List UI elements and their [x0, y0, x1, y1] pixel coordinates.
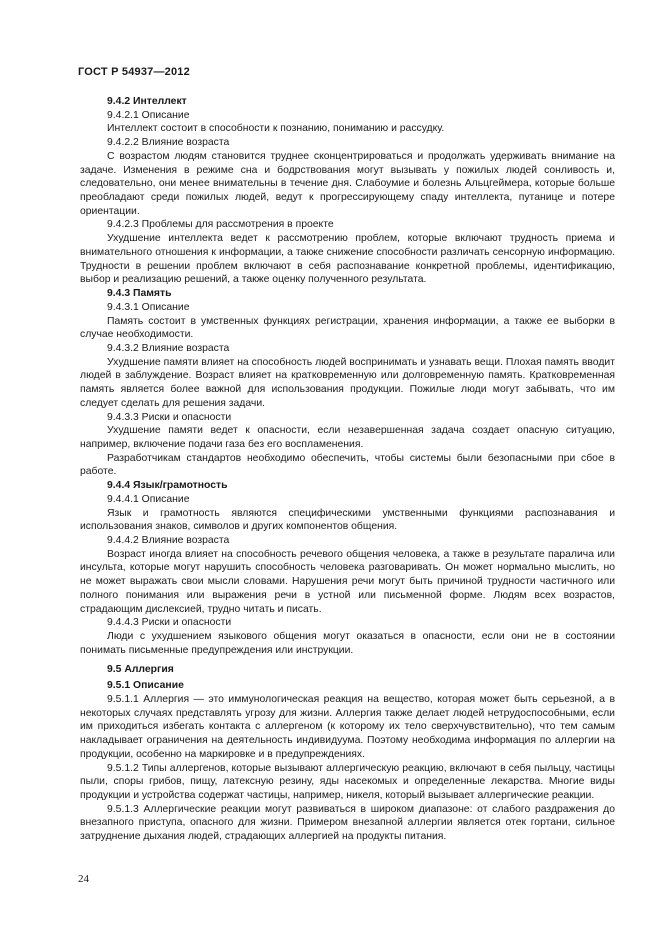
body-paragraph: Язык и грамотность являются специфическими умственными функциями распознавания и использования знаков, символов и других компонентов общения. [80, 507, 615, 533]
section-heading: 9.5 Аллергия [107, 664, 174, 676]
body-paragraph: Люди с ухудшением языкового общения могут оказаться в опасности, если они не в состоянии понимать письменные предупреждения или инструкции. [80, 631, 615, 656]
body-paragraph: Разработчикам стандартов необходимо обеспечить, чтобы системы были безопасными при сбое в работе. [80, 452, 615, 478]
section-heading: 9.4.3.2 Влияние возраста [107, 342, 230, 354]
section-heading: 9.4.3.1 Описание [107, 301, 190, 313]
body-paragraph: Ухудшение памяти влияет на способность людей воспринимать и узнавать вещи. Плохая память вводит людей в заблуждение. Возраст влияет на кратковременную или долговременную память. Кратковременная память является более важной для использования продукции. Пожилые люди могут забывать, что им следует сделать для решения задачи. [80, 356, 615, 409]
body-paragraph: 9.5.1.3 Аллергические реакции могут развиваться в широком диапазоне: от слабого раздражения до внезапного приступа, опасного для жизни. Примером внезапной аллергии является отек гортани, сильное затруднение дыхания людей, страдающих аллергией на продукты питания. [80, 803, 615, 843]
section-heading: 9.4.4.3 Риски и опасности [107, 617, 232, 629]
section-heading: 9.4.2.3 Проблемы для рассмотрения в проекте [107, 219, 334, 231]
section-heading: 9.4.2.1 Описание [107, 109, 190, 121]
body-paragraph: Ухудшение интеллекта ведет к рассмотрению проблем, которые включают трудность приема и внимательного отношения к информации, а также снижение способности различать сенсорную информацию. Трудности в решении проблем включают в себя распознавание конкретной проблемы, идентификацию, выбор и реализацию решений, а также оценку полученного результата. [80, 233, 615, 286]
body-paragraph: 9.5.1.2 Типы аллергенов, которые вызывают аллергическую реакцию, включают в себя пыльцу, частицы пыли, споры грибов, пищу, латексную резину, яды насекомых и определенные лекарства. Многие виды продукции и устройства содержат частицы, например, никеля, который вызывает аллергические реакции. [80, 762, 615, 801]
section-heading: 9.4.4.2 Влияние возраста [107, 535, 230, 546]
document-body [80, 95, 615, 844]
body-paragraph: Интеллект состоит в способности к познанию, пониманию и рассудку. [107, 123, 445, 135]
section-heading: 9.4.2.2 Влияние возраста [107, 137, 230, 149]
section-heading: 9.4.4 Язык/грамотность [107, 480, 228, 492]
body-paragraph: Ухудшение памяти ведет к опасности, если незавершенная задача создает опасную ситуацию, например, включение подачи газа без его воспламенения. [80, 425, 615, 450]
body-paragraph: Память состоит в умственных функциях регистрации, хранения информации, а также ее выборки в случае необходимости. [80, 315, 615, 341]
section-heading: 9.4.4.1 Описание [107, 493, 190, 505]
body-paragraph: Возраст иногда влияет на способность речевого общения человека, а также в результате паралича или инсульта, которые могут нарушить способность человека разговаривать. Он может нормально мыслить, но не может выражать свои мысли словами. Нарушения речи могут быть причиной трудности частичного или полного понимания или выражения речи в устной или письменной форме. Людям всех возрастов, страдающим дислексией, трудно читать и писать. [80, 548, 615, 615]
body-paragraph: 9.5.1.1 Аллергия — это иммунологическая реакция на вещество, которая может быть серьезной, а в некоторых случаях представлять угрозу для жизни. Аллергия также делает людей нетрудоспособными, если им приходиться избегать контакта с аллергеном (к которому их тело сверхчувствительно), что тем самым накладывает ограничения на деятельность индивидуума. Поэтому необходима информация по аллергии на продукции, особенно на маркировке и в предупреждениях. [80, 693, 615, 760]
document-header: ГОСТ Р 54937—2012 [78, 66, 190, 78]
body-paragraph: С возрастом людям становится труднее сконцентрироваться и продолжать удерживать внимание на задаче. Изменения в режиме сна и бодрствования могут вызывать у пожилых людей сонливость и, следовательно, они менее внимательны в течение дня. Слабоумие и болезнь Альцгеймера, которые больше преобладают среди пожилых людей, ведут к прогрессирующему спаду интеллекта, путанице и потере ориентации. [80, 150, 615, 217]
page-number: 24 [78, 873, 89, 885]
section-heading: 9.5.1 Описание [107, 680, 184, 692]
section-heading: 9.4.3 Память [107, 288, 172, 300]
section-heading: 9.4.2 Интеллект [107, 96, 187, 107]
section-heading: 9.4.3.3 Риски и опасности [107, 411, 232, 423]
